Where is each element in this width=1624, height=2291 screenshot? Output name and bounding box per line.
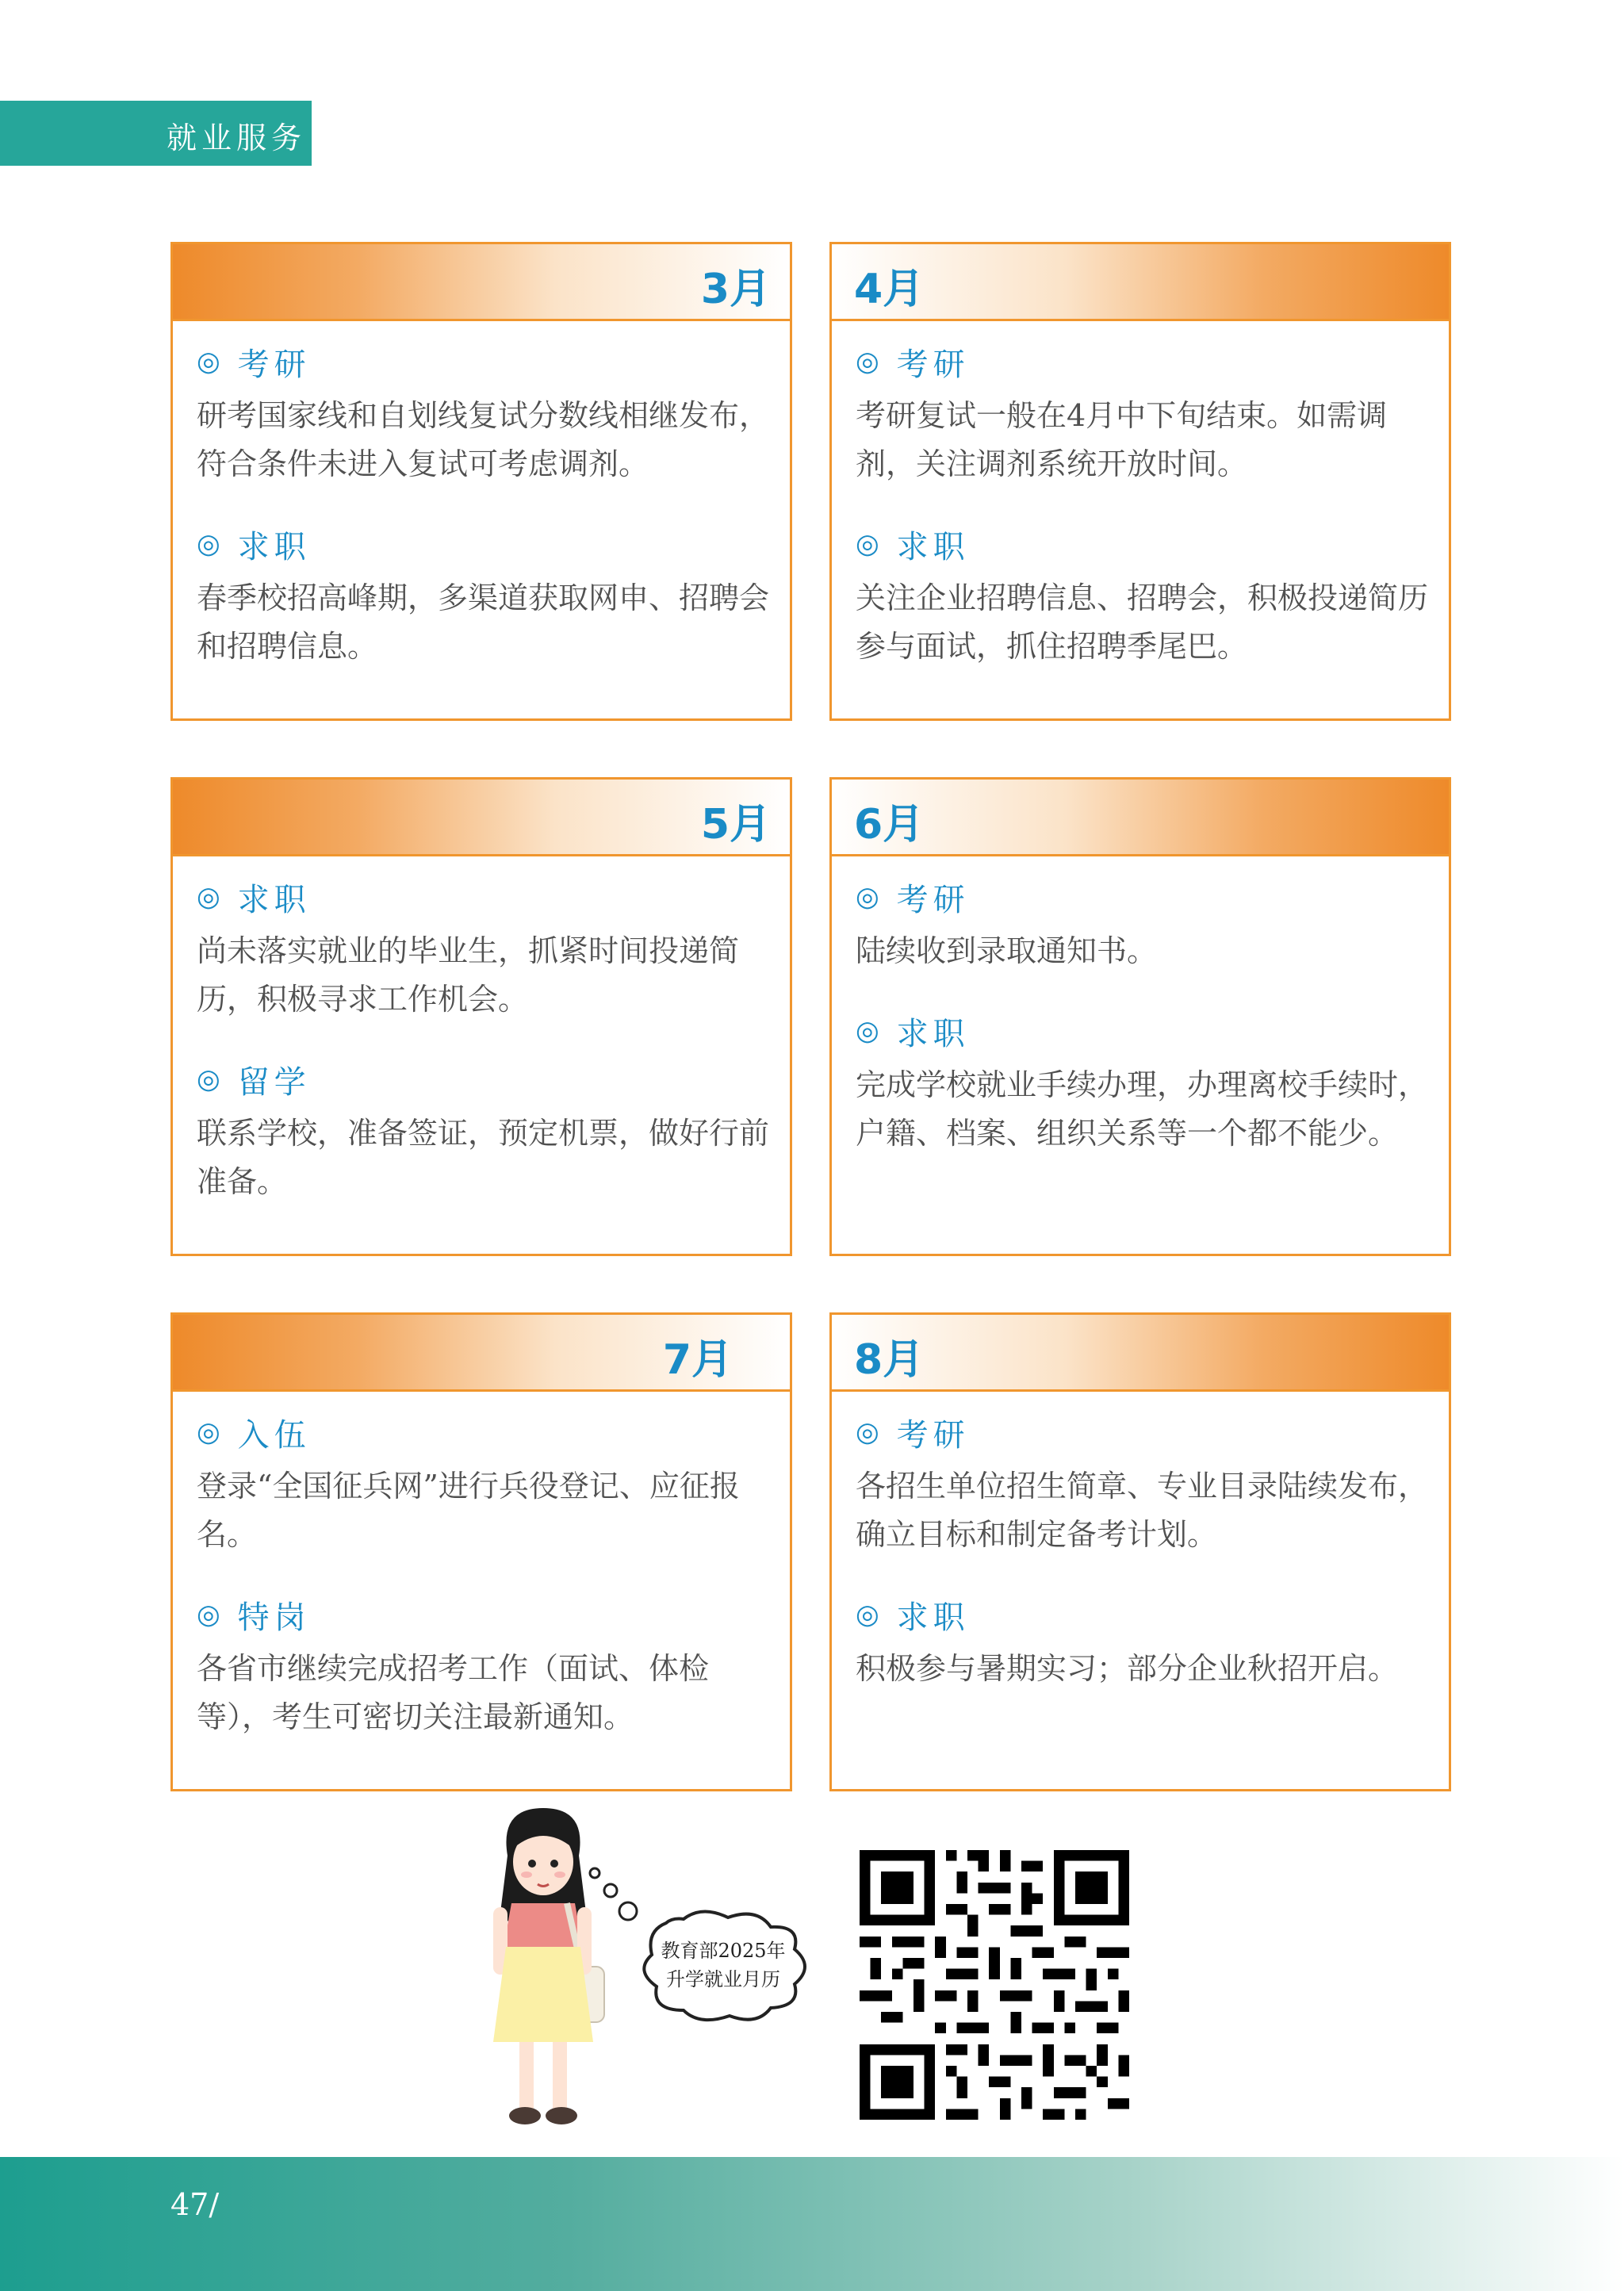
section-text: 尚未落实就业的毕业生，抓紧时间投递简历，积极寻求工作机会。	[197, 933, 740, 1017]
section-heading: ◎ 考研	[197, 346, 311, 383]
card-header	[173, 1315, 790, 1392]
card-header	[832, 780, 1449, 856]
bubble-text-line2: 升学就业月历	[666, 1968, 780, 1990]
circle-marker-icon: ◎	[197, 1416, 220, 1448]
section-text: 陆续收到录取通知书。	[856, 933, 1158, 968]
month-card-7	[170, 1312, 792, 1791]
circle-marker-icon: ◎	[856, 881, 879, 913]
circle-marker-icon: ◎	[856, 346, 879, 377]
month-card-4	[829, 242, 1451, 721]
section-heading: ◎ 求职	[197, 881, 311, 918]
card-header	[832, 244, 1449, 321]
month-label: 5月	[700, 801, 771, 849]
month-card-5	[170, 777, 792, 1256]
footer-band	[0, 2157, 1624, 2291]
month-label: 4月	[854, 266, 925, 313]
section-heading: ◎ 留学	[197, 1063, 311, 1101]
section-heading: ◎ 求职	[197, 528, 311, 565]
section-tab	[0, 101, 312, 166]
girl-illustration	[476, 1808, 841, 2149]
section-text: 各招生单位招生简章、专业目录陆续发布，确立目标和制定备考计划。	[856, 1469, 1429, 1552]
section-text: 登录“全国征兵网”进行兵役登记、应征报名。	[197, 1469, 740, 1552]
circle-marker-icon: ◎	[197, 528, 220, 560]
circle-marker-icon: ◎	[856, 1599, 879, 1630]
month-label: 8月	[854, 1336, 925, 1384]
month-label: 7月	[662, 1336, 733, 1384]
month-card-3	[170, 242, 792, 721]
card-header	[173, 244, 790, 321]
section-text: 春季校招高峰期，多渠道获取网申、招聘会和招聘信息。	[197, 580, 770, 664]
circle-marker-icon: ◎	[856, 528, 879, 560]
section-text: 考研复试一般在4月中下旬结束。如需调剂，关注调剂系统开放时间。	[856, 398, 1388, 481]
circle-marker-icon: ◎	[856, 1015, 879, 1047]
section-text: 完成学校就业手续办理，办理离校手续时，户籍、档案、组织关系等一个都不能少。	[856, 1067, 1429, 1151]
section-heading: ◎ 考研	[856, 881, 970, 918]
section-heading: ◎ 求职	[856, 1599, 970, 1636]
circle-marker-icon: ◎	[856, 1416, 879, 1448]
circle-marker-icon: ◎	[197, 346, 220, 377]
card-header	[832, 1315, 1449, 1392]
month-card-6	[829, 777, 1451, 1256]
card-header	[173, 780, 790, 856]
circle-marker-icon: ◎	[197, 1063, 220, 1095]
page-number: 47/	[170, 2187, 220, 2222]
section-heading: ◎ 考研	[856, 346, 970, 383]
section-heading: ◎ 考研	[856, 1416, 970, 1454]
month-label: 6月	[854, 801, 925, 849]
section-text: 研考国家线和自划线复试分数线相继发布，符合条件未进入复试可考虑调剂。	[197, 398, 770, 481]
month-label: 3月	[700, 266, 771, 313]
circle-marker-icon: ◎	[197, 881, 220, 913]
bubble-text-line1: 教育部2025年	[661, 1940, 786, 1962]
section-text: 关注企业招聘信息、招聘会，积极投递简历参与面试，抓住招聘季尾巴。	[856, 580, 1429, 664]
circle-marker-icon: ◎	[197, 1599, 220, 1630]
section-heading: ◎ 入伍	[197, 1416, 311, 1454]
section-label: 就业服务	[167, 121, 307, 155]
qr-code[interactable]	[860, 1850, 1129, 2120]
section-heading: ◎ 特岗	[197, 1599, 311, 1636]
section-text: 联系学校，准备签证，预定机票，做好行前准备。	[197, 1116, 770, 1199]
section-heading: ◎ 求职	[856, 1015, 970, 1052]
section-heading: ◎ 求职	[856, 528, 970, 565]
section-text: 积极参与暑期实习；部分企业秋招开启。	[856, 1651, 1399, 1686]
section-text: 各省市继续完成招考工作（面试、体检等），考生可密切关注最新通知。	[197, 1651, 710, 1734]
month-card-8	[829, 1312, 1451, 1791]
